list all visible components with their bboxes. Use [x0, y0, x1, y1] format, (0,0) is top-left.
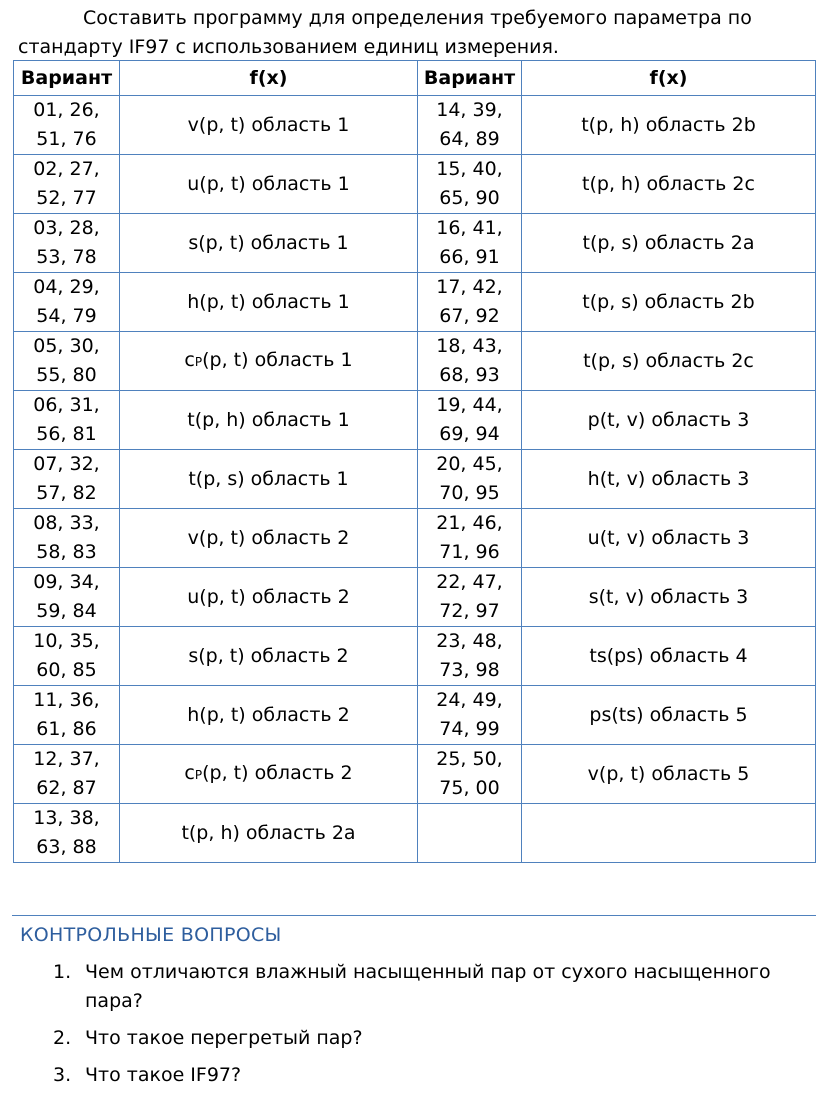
function-symbol: c	[184, 348, 195, 371]
table-body	[14, 96, 816, 863]
variant-cell	[14, 568, 120, 627]
function-text: t(p, h) область 1	[187, 408, 350, 431]
function-cell	[522, 450, 816, 509]
header-variant-2: Вариант	[418, 61, 522, 96]
table-header-row	[14, 61, 816, 96]
function-text: t(p, h) область 2a	[181, 821, 356, 844]
variant-line: 20, 45,	[436, 453, 503, 475]
variant-line: 70, 95	[439, 482, 500, 504]
section-divider	[12, 915, 816, 916]
variant-cell	[14, 450, 120, 509]
function-cell	[120, 627, 418, 686]
variant-line: 75, 00	[439, 777, 500, 799]
list-item-number: 3.	[53, 1064, 72, 1086]
function-cell	[120, 391, 418, 450]
list-item-text: Что такое IF97?	[85, 1064, 242, 1086]
variant-line: 61, 86	[36, 718, 97, 740]
function-text: t(p, s) область 2c	[583, 349, 754, 372]
function-text: u(p, t) область 1	[187, 172, 350, 195]
function-text: t(p, s) область 1	[188, 467, 349, 490]
function-text: h(p, t) область 1	[187, 290, 350, 313]
variant-line: 59, 84	[36, 600, 97, 622]
table-row	[14, 568, 816, 627]
variant-line: 54, 79	[36, 305, 97, 327]
variant-line: 53, 78	[36, 246, 97, 268]
function-cell	[522, 273, 816, 332]
variant-cell	[418, 509, 522, 568]
table-row	[14, 214, 816, 273]
function-cell	[522, 686, 816, 745]
list-item-text: Чем отличаются влажный насыщенный пар от сухого насыщенного пара?	[85, 961, 771, 1012]
function-text: v(p, t) область 1	[187, 113, 350, 136]
function-text: s(p, t) область 1	[188, 231, 349, 254]
function-text: h(t, v) область 3	[587, 467, 750, 490]
variant-cell	[14, 155, 120, 214]
function-text: v(p, t) область 5	[587, 762, 750, 785]
variant-cell	[14, 745, 120, 804]
function-cell	[120, 745, 418, 804]
function-text: (p, t) область 2	[202, 761, 353, 784]
variant-cell	[14, 391, 120, 450]
function-text: t(p, h) область 2b	[581, 113, 756, 136]
list-item	[20, 1061, 800, 1090]
variant-cell	[418, 686, 522, 745]
table-row	[14, 745, 816, 804]
function-cell	[522, 804, 816, 863]
function-subscript: P	[194, 354, 203, 369]
variant-line: 64, 89	[439, 128, 500, 150]
variant-line: 57, 82	[36, 482, 97, 504]
function-text: (p, t) область 1	[202, 348, 353, 371]
variant-line: 16, 41,	[436, 217, 503, 239]
function-text: u(t, v) область 3	[587, 526, 750, 549]
table-row	[14, 391, 816, 450]
variant-line: 22, 47,	[436, 571, 503, 593]
variant-line: 63, 88	[36, 836, 97, 858]
function-text: p(t, v) область 3	[587, 408, 750, 431]
variant-cell	[418, 804, 522, 863]
section-title: КОНТРОЛЬНЫЕ ВОПРОСЫ	[20, 924, 282, 946]
variant-line: 23, 48,	[436, 630, 503, 652]
variant-line: 25, 50,	[436, 748, 503, 770]
variant-line: 24, 49,	[436, 689, 503, 711]
table-row	[14, 804, 816, 863]
variant-line: 68, 93	[439, 364, 500, 386]
variant-line: 14, 39,	[436, 99, 503, 121]
function-cell	[120, 273, 418, 332]
variant-cell	[14, 804, 120, 863]
variant-line: 12, 37,	[33, 748, 100, 770]
variant-line: 67, 92	[439, 305, 500, 327]
variant-line: 62, 87	[36, 777, 97, 799]
function-cell	[120, 509, 418, 568]
variant-cell	[418, 155, 522, 214]
variant-line: 60, 85	[36, 659, 97, 681]
function-cell	[120, 96, 418, 155]
variant-line: 73, 98	[439, 659, 500, 681]
function-cell	[522, 214, 816, 273]
variant-line: 56, 81	[36, 423, 97, 445]
variant-line: 02, 27,	[33, 158, 100, 180]
variant-line: 58, 83	[36, 541, 97, 563]
variant-cell	[14, 509, 120, 568]
table-row	[14, 332, 816, 391]
function-text: t(p, h) область 2c	[582, 172, 755, 195]
variant-line: 10, 35,	[33, 630, 100, 652]
variant-cell	[14, 627, 120, 686]
function-text: u(p, t) область 2	[187, 585, 350, 608]
variant-line: 09, 34,	[33, 571, 100, 593]
variant-line: 06, 31,	[33, 394, 100, 416]
function-cell	[522, 96, 816, 155]
variant-line: 51, 76	[36, 128, 97, 150]
function-text: ts(ps) область 4	[589, 644, 748, 667]
table-row	[14, 627, 816, 686]
variant-line: 15, 40,	[436, 158, 503, 180]
list-item	[20, 958, 800, 1016]
function-cell	[522, 155, 816, 214]
variant-line: 21, 46,	[436, 512, 503, 534]
function-cell	[120, 332, 418, 391]
function-cell	[120, 155, 418, 214]
table-row	[14, 96, 816, 155]
variant-line: 65, 90	[439, 187, 500, 209]
variant-cell	[418, 332, 522, 391]
variants-table	[13, 60, 816, 863]
variant-line: 13, 38,	[33, 807, 100, 829]
function-text: t(p, s) область 2b	[582, 290, 755, 313]
function-symbol: c	[184, 761, 195, 784]
function-text: h(p, t) область 2	[187, 703, 350, 726]
function-text: s(p, t) область 2	[188, 644, 349, 667]
function-cell	[522, 391, 816, 450]
variant-cell	[14, 273, 120, 332]
function-subscript: P	[194, 767, 203, 782]
variant-line: 69, 94	[439, 423, 500, 445]
function-cell	[120, 214, 418, 273]
variant-line: 17, 42,	[436, 276, 503, 298]
variant-cell	[418, 450, 522, 509]
table-row	[14, 509, 816, 568]
variant-cell	[14, 214, 120, 273]
function-text: t(p, s) область 2a	[582, 231, 755, 254]
function-cell	[120, 568, 418, 627]
variant-cell	[418, 273, 522, 332]
table-row	[14, 155, 816, 214]
variant-cell	[418, 391, 522, 450]
function-cell	[522, 745, 816, 804]
function-cell	[522, 332, 816, 391]
variant-line: 05, 30,	[33, 335, 100, 357]
list-item	[20, 1024, 800, 1053]
variant-line: 74, 99	[439, 718, 500, 740]
variant-line: 66, 91	[439, 246, 500, 268]
variant-cell	[418, 96, 522, 155]
table-row	[14, 686, 816, 745]
variant-cell	[418, 745, 522, 804]
variant-cell	[418, 627, 522, 686]
variant-line: 03, 28,	[33, 217, 100, 239]
variant-cell	[14, 332, 120, 391]
function-cell	[120, 450, 418, 509]
variant-line: 18, 43,	[436, 335, 503, 357]
variant-line: 72, 97	[439, 600, 500, 622]
function-cell	[522, 568, 816, 627]
variant-line: 08, 33,	[33, 512, 100, 534]
table-row	[14, 273, 816, 332]
list-item-number: 1.	[53, 961, 72, 983]
task-description: Составить программу для определения требуемого параметра по стандарту IF97 с использованием единиц измерения.	[18, 7, 752, 58]
function-text: v(p, t) область 2	[187, 526, 350, 549]
variant-cell	[418, 568, 522, 627]
list-item-number: 2.	[53, 1027, 72, 1049]
list-item-text: Что такое перегретый пар?	[85, 1027, 363, 1049]
function-cell	[120, 804, 418, 863]
variant-cell	[14, 96, 120, 155]
function-cell	[522, 509, 816, 568]
function-cell	[120, 686, 418, 745]
variant-cell	[418, 214, 522, 273]
questions-list	[20, 958, 800, 1098]
variant-line: 01, 26,	[33, 99, 100, 121]
header-variant-1: Вариант	[14, 61, 120, 96]
function-text: s(t, v) область 3	[588, 585, 749, 608]
variant-line: 04, 29,	[33, 276, 100, 298]
variant-cell	[14, 686, 120, 745]
header-fx-1: f(x)	[120, 61, 418, 96]
variant-line: 55, 80	[36, 364, 97, 386]
table-row	[14, 450, 816, 509]
variant-line: 52, 77	[36, 187, 97, 209]
header-fx-2: f(x)	[522, 61, 816, 96]
variant-line: 19, 44,	[436, 394, 503, 416]
function-text: ps(ts) область 5	[589, 703, 748, 726]
function-cell	[522, 627, 816, 686]
variant-line: 71, 96	[439, 541, 500, 563]
variant-line: 07, 32,	[33, 453, 100, 475]
variant-line: 11, 36,	[33, 689, 100, 711]
